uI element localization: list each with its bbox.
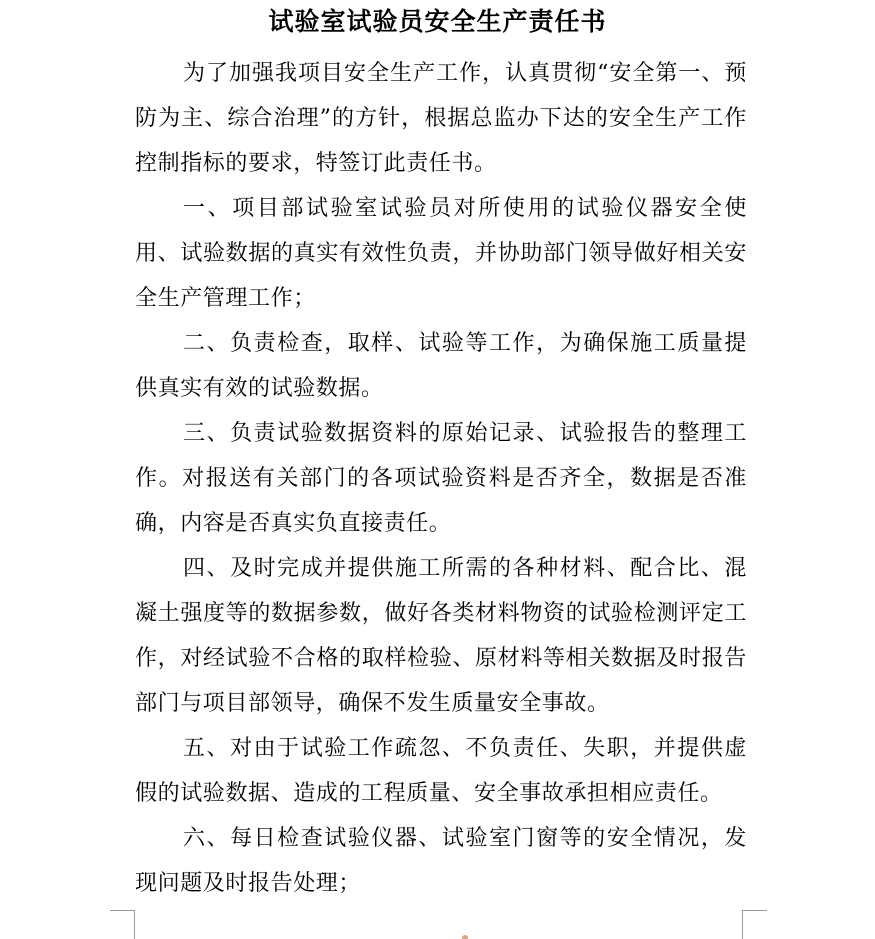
margin-corner-mark-left	[110, 910, 135, 939]
paragraph-item-6: 六、每日检查试验仪器、试验室门窗等的安全情况，发现问题及时报告处理；	[135, 826, 747, 896]
page-edge-mark	[462, 935, 468, 939]
paragraph-intro: 为了加强我项目安全生产工作，认真贯彻“安全第一、预防为主、综合治理”的方针，根据总监办下达的安全生产工作控制指标的要求，特签订此责任书。	[135, 61, 747, 176]
paragraph-item-2: 二、负责检查，取样、试验等工作，为确保施工质量提供真实有效的试验数据。	[135, 331, 747, 401]
paragraph-item-4: 四、及时完成并提供施工所需的各种材料、配合比、混凝土强度等的数据参数，做好各类材料物资的试验检测评定工作，对经试验不合格的取样检验、原材料等相关数据及时报告部门与项目部领导，确保不发生质量安全事故。	[135, 556, 747, 716]
paragraph-item-1: 一、项目部试验室试验员对所使用的试验仪器安全使用、试验数据的真实有效性负责，并协助部门领导做好相关安全生产管理工作；	[135, 196, 747, 311]
document-body	[135, 51, 747, 906]
paragraph-item-3: 三、负责试验数据资料的原始记录、试验报告的整理工作。对报送有关部门的各项试验资料是否齐全，数据是否准确，内容是否真实负直接责任。	[135, 421, 747, 536]
paragraph-item-5: 五、对由于试验工作疏忽、不负责任、失职，并提供虚假的试验数据、造成的工程质量、安全事故承担相应责任。	[135, 736, 747, 806]
margin-corner-mark-right	[742, 910, 767, 939]
document-title: 试验室试验员安全生产责任书	[268, 7, 607, 36]
